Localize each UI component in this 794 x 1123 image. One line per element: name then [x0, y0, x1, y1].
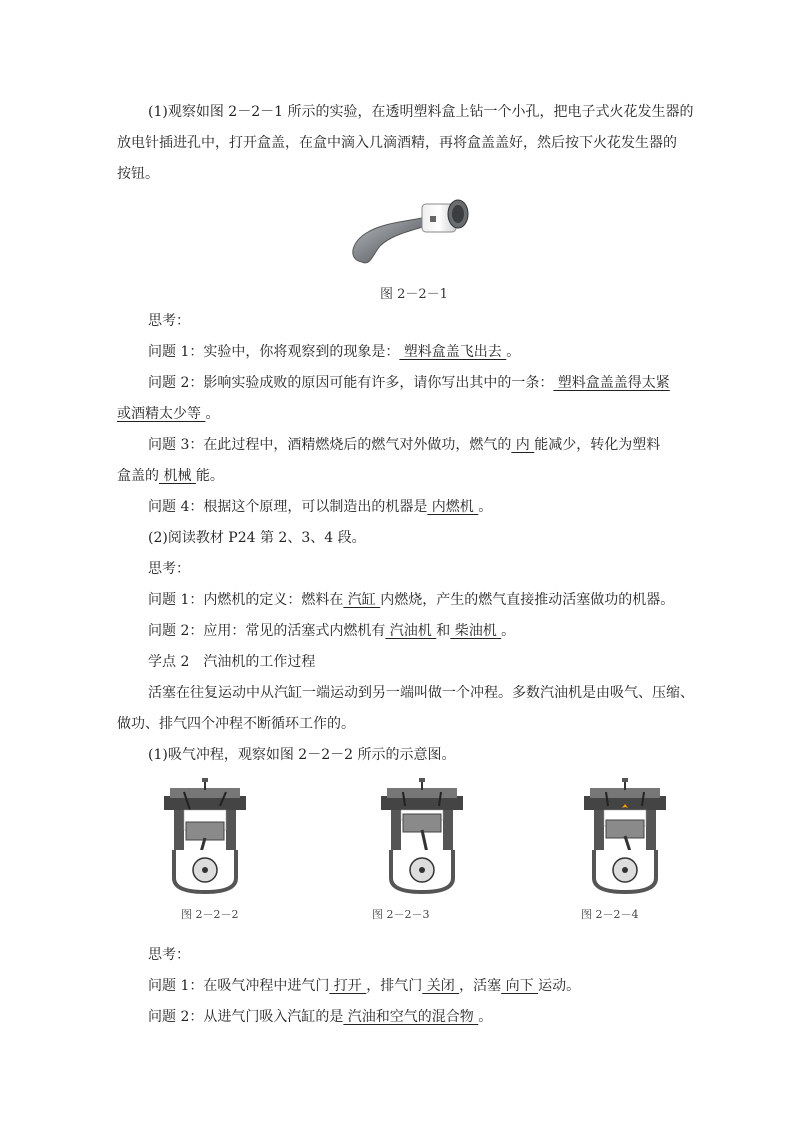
question-3-line-2	[117, 466, 224, 486]
question-text: ，活塞	[459, 978, 502, 994]
reading-instruction: (2)阅读教材 P24 第 2、3、4 段。	[148, 530, 366, 546]
question-text: 问题 1：实验中，你将观察到的现象是：	[148, 344, 400, 360]
answer-blank: 塑料盒盖盖得太紧	[553, 375, 670, 391]
punctuation: 。	[501, 623, 516, 639]
question-8	[148, 1007, 492, 1027]
think-label-1: 思考：	[148, 313, 190, 329]
question-1	[148, 342, 520, 362]
question-7	[148, 976, 580, 996]
punctuation: 。	[506, 344, 521, 360]
think-label-2: 思考：	[148, 561, 190, 577]
question-text: 问题 2：从进气门吸入汽缸的是	[148, 1009, 344, 1025]
figure-caption-2-2-1: 图 2－2－1	[380, 287, 448, 302]
question-text: ，排气门	[366, 978, 423, 994]
answer-blank: 塑料盒盖飞出去	[399, 344, 507, 360]
answer-blank: 汽油机	[385, 623, 437, 639]
question-text: 问题 3：在此过程中，酒精燃烧后的燃气对外做功，燃气的	[148, 437, 512, 453]
figure-caption-2-2-3: 图 2－2－3	[372, 908, 430, 921]
answer-blank: 或酒精太少等	[117, 406, 206, 422]
question-text: 能减少，转化为塑料	[534, 437, 661, 453]
engine-diagram-compression	[377, 778, 467, 894]
question-6	[148, 621, 515, 641]
question-3-line-1	[148, 435, 660, 455]
question-4	[148, 497, 492, 517]
question-text: 运动。	[538, 978, 581, 994]
question-text: 问题 1：在吸气冲程中进气门	[148, 978, 330, 994]
question-text: 问题 4：根据这个原理，可以制造出的机器是	[148, 499, 428, 515]
figure-caption-2-2-4: 图 2－2－4	[581, 908, 639, 921]
answer-blank: 向下	[501, 978, 539, 994]
question-2-line-1	[148, 373, 670, 393]
think-label-3: 思考：	[148, 947, 190, 963]
question-text: 盒盖的	[117, 468, 159, 484]
answer-blank: 内	[511, 437, 535, 453]
paragraph-line-1: 活塞在往复运动中从汽缸一端运动到另一端叫做一个冲程。多数汽油机是由吸气、压缩、	[148, 685, 694, 701]
section-heading: 学点 2 汽油机的工作过程	[148, 654, 316, 670]
question-text: 能。	[195, 468, 224, 484]
answer-blank: 关闭	[422, 978, 460, 994]
engine-diagram-intake	[160, 778, 250, 894]
answer-blank: 汽缸	[343, 592, 381, 608]
punctuation: 。	[478, 499, 493, 515]
question-text: 问题 2：影响实验成败的原因可能有许多，请你写出其中的一条：	[148, 375, 554, 391]
answer-blank: 内燃机	[427, 499, 479, 515]
figure-caption-2-2-2: 图 2－2－2	[181, 908, 239, 921]
answer-blank: 汽油和空气的混合物	[343, 1009, 479, 1025]
question-text: 和	[436, 623, 451, 639]
engine-diagram-power	[580, 778, 670, 894]
punctuation: 。	[478, 1009, 493, 1025]
question-text: 内燃烧，产生的燃气直接推动活塞做功的机器。	[380, 592, 675, 608]
intro-line-2: 放电针插进孔中，打开盒盖，在盒中滴入几滴酒精，再将盒盖盖好，然后按下火花发生器的	[117, 135, 677, 151]
question-text: 问题 1：内燃机的定义：燃料在	[148, 592, 344, 608]
answer-blank: 打开	[329, 978, 367, 994]
intro-line-3: 按钮。	[117, 166, 159, 182]
answer-blank: 柴油机	[450, 623, 502, 639]
question-2-line-2	[117, 404, 219, 424]
answer-blank: 机械	[159, 468, 196, 484]
punctuation: 。	[205, 406, 220, 422]
intro-line-1: (1)观察如图 2－2－1 所示的实验，在透明塑料盒上钻一个小孔，把电子式火花发生器的	[148, 104, 694, 120]
spark-generator-figure	[340, 190, 480, 272]
paragraph-line-2: 做功、排气四个冲程不断循环工作的。	[117, 716, 355, 732]
question-5	[148, 590, 674, 610]
intake-instruction: (1)吸气冲程，观察如图 2－2－2 所示的示意图。	[148, 747, 456, 763]
question-text: 问题 2：应用：常见的活塞式内燃机有	[148, 623, 386, 639]
